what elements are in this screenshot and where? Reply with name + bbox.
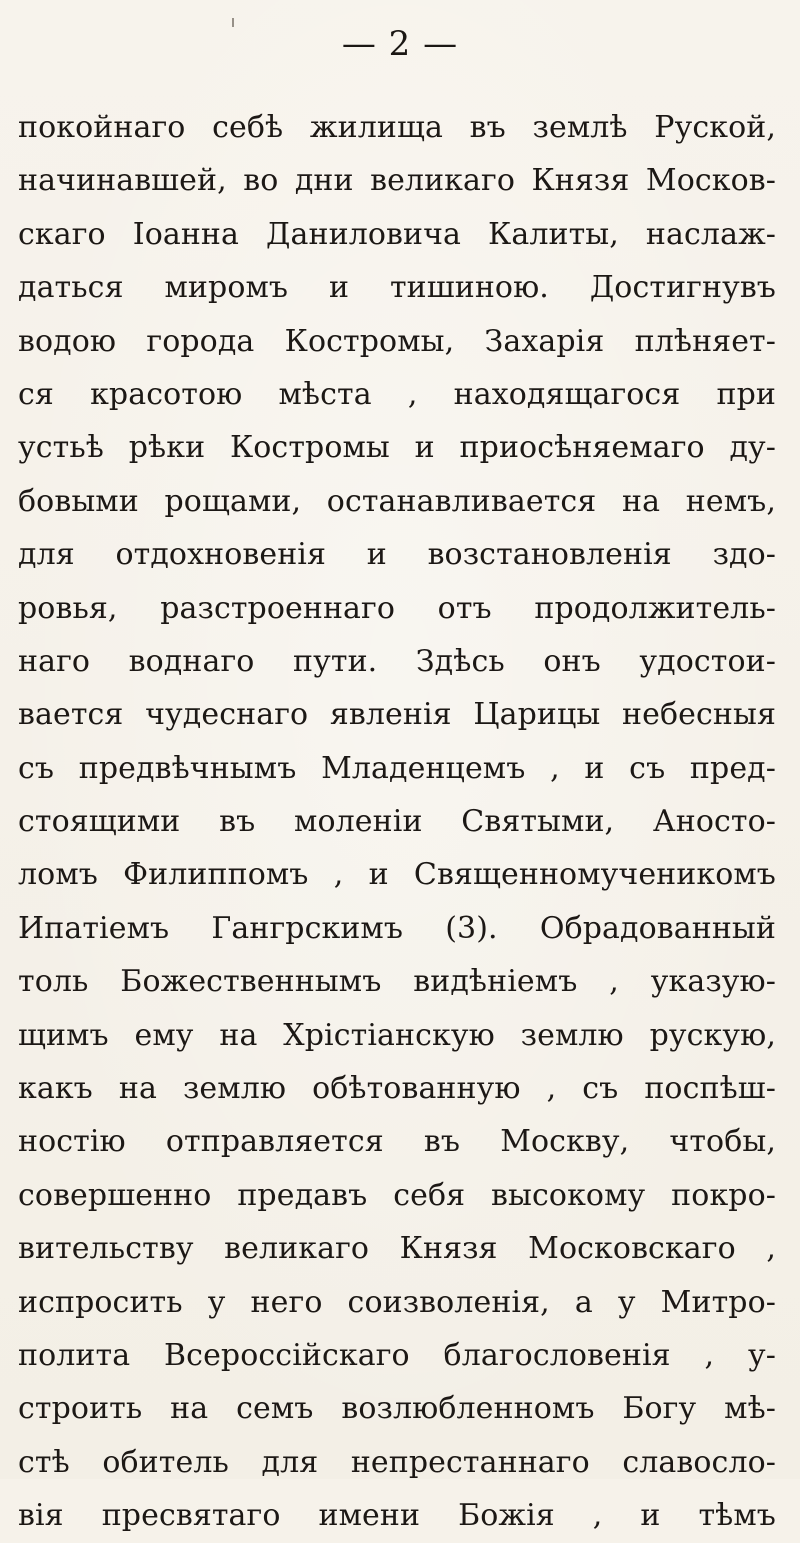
body-text — [18, 101, 776, 1543]
text-line: полита Всероссійскаго благословенія , у- — [18, 1337, 776, 1373]
text-line: водою города Костромы, Захарія плѣняет- — [18, 323, 776, 359]
text-line: испросить у него соизволенія, а у Митро- — [18, 1284, 776, 1320]
text-line: ностію отправляется въ Москву, чтобы, — [18, 1124, 776, 1160]
text-line: бовыми рощами, останавливается на немъ, — [18, 483, 776, 519]
text-line: Ипатіемъ Гангрскимъ (3). Обрадованный — [18, 910, 776, 946]
text-line: вительству великаго Князя Московскаго , — [18, 1231, 776, 1267]
text-line: наго воднаго пути. Здѣсь онъ удостои- — [18, 643, 776, 679]
text-line: ломъ Филиппомъ , и Священномученикомъ — [18, 857, 776, 893]
text-line: стѣ обитель для непрестаннаго славосло- — [18, 1444, 776, 1480]
text-line: покойнаго себѣ жилища въ землѣ Руской, — [18, 110, 776, 145]
text-line: вается чудеснаго явленія Царицы небесныя — [18, 697, 776, 733]
text-line: совершенно предавъ себя высокому покро- — [18, 1177, 776, 1213]
text-line: съ предвѣчнымъ Младенцемъ , и съ пред- — [18, 750, 776, 786]
text-line: щимъ ему на Хрістіанскую землю рускую, — [18, 1017, 776, 1053]
text-line: стоящими въ моленіи Святыми, Аносто- — [18, 804, 776, 840]
text-line: вія пресвятаго имени Божія , и тѣмъ — [18, 1498, 776, 1534]
text-line: устьѣ рѣки Костромы и приосѣняемаго ду- — [18, 430, 776, 466]
text-line: толь Божественнымъ видѣніемъ , указую- — [18, 964, 776, 1000]
text-line: для отдохновенія и возстановленія здо- — [18, 537, 776, 573]
text-line: строить на семъ возлюбленномъ Богу мѣ- — [18, 1391, 776, 1427]
text-line: начинавшей, во дни великаго Князя Москов- — [18, 163, 776, 199]
text-line: какъ на землю обѣтованную , съ поспѣш- — [18, 1071, 776, 1107]
text-line: даться миромъ и тишиною. Достигнувъ — [18, 270, 776, 306]
text-line: скаго Іоанна Даниловича Калиты, наслаж- — [18, 216, 776, 252]
page-number: — 2 — — [341, 24, 459, 64]
text-line: ся красотою мѣста , находящагося при — [18, 376, 776, 412]
text-line: ровья, разстроеннаго отъ продолжитель- — [18, 590, 776, 626]
